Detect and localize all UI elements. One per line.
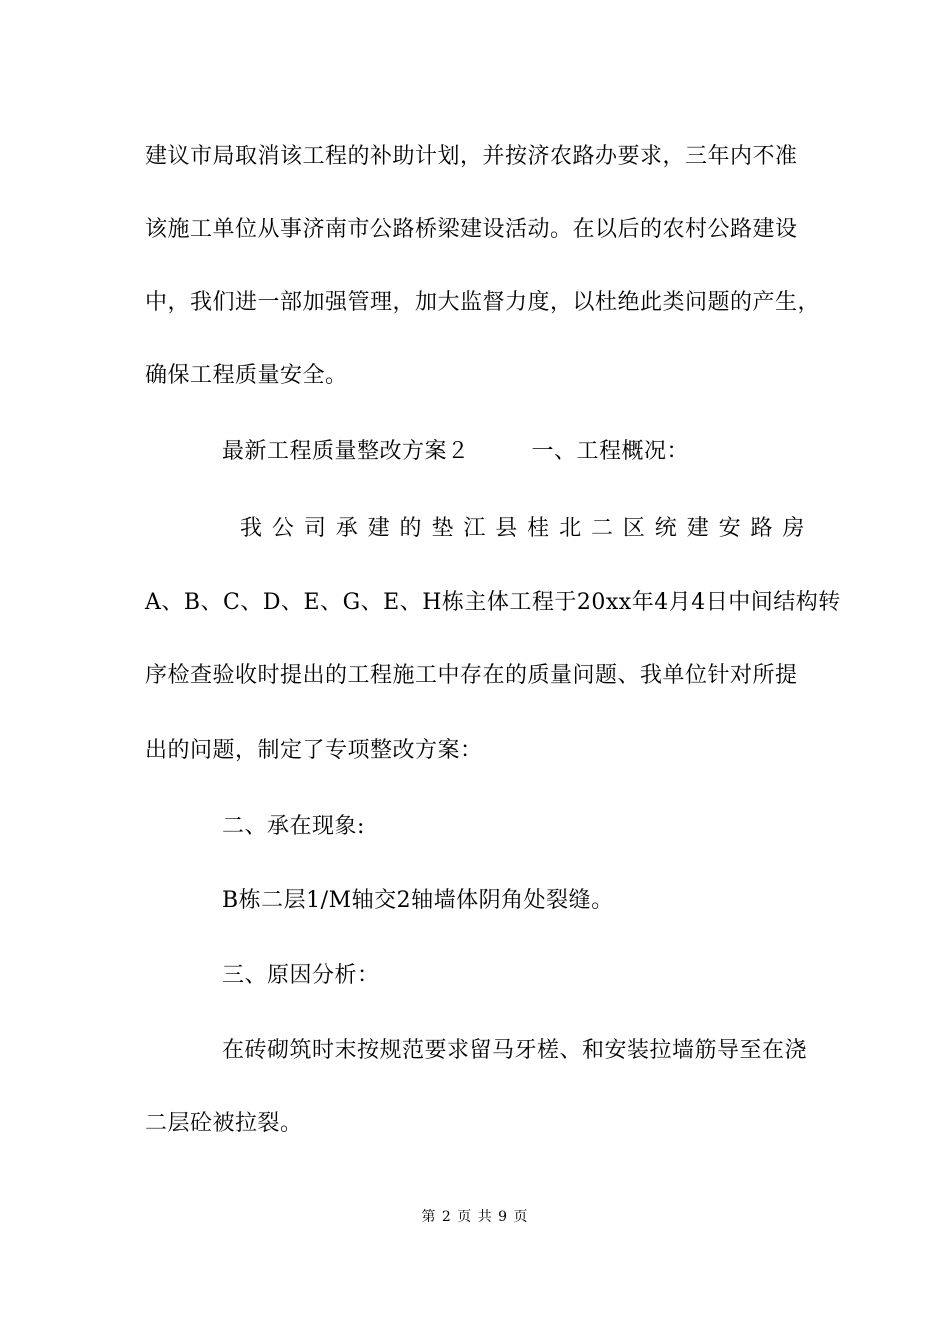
- section-heading: 三、原因分析：: [222, 963, 380, 988]
- overview-char: 公: [271, 516, 295, 541]
- overview-char: 北: [559, 516, 582, 541]
- overview-char: 安: [718, 516, 742, 541]
- overview-char: 县: [495, 516, 518, 541]
- overview-first-line: [240, 514, 805, 544]
- overview-char: 承: [335, 516, 359, 541]
- overview-heading: 一、工程概况：: [531, 439, 690, 464]
- overview-char: 江: [463, 516, 486, 541]
- overview-char: 我: [240, 516, 263, 541]
- overview-char: 建: [686, 516, 710, 541]
- overview-char: 统: [654, 516, 678, 541]
- paragraph-line: 二层砼被拉裂。: [145, 1111, 303, 1136]
- overview-char: 房: [782, 516, 805, 541]
- overview-char: 的: [399, 516, 423, 541]
- paragraph-line: 中，我们进一部加强管理，加大监督力度，以杜绝此类问题的产生，: [145, 290, 821, 315]
- paragraph-line: 在砖砌筑时末按规范要求留马牙槎、和安装拉墙筋导至在浇: [222, 1038, 808, 1063]
- overview-char: 二: [590, 516, 614, 541]
- overview-char: 司: [303, 516, 327, 541]
- section-heading: 二、承在现象:: [222, 814, 365, 839]
- paragraph-line: 确保工程质量安全。: [145, 363, 348, 388]
- overview-char: 区: [622, 516, 646, 541]
- overview-char: 垫: [431, 516, 454, 541]
- section-heading: [222, 437, 902, 467]
- paragraph-line: 出的问题，制定了专项整改方案：: [145, 738, 483, 763]
- overview-char: 桂: [527, 516, 550, 541]
- paragraph-line: 序检查验收时提出的工程施工中存在的质量问题、我单位针对所提: [145, 663, 798, 688]
- page-footer: 第 2 页 共 9 页: [421, 1209, 529, 1225]
- overview-char: 建: [367, 516, 391, 541]
- overview-char: 路: [750, 516, 774, 541]
- document-title: 最新工程质量整改方案２: [222, 439, 470, 464]
- paragraph-line: B栋二层1/M轴交2轴墙体阴角处裂缝。: [222, 888, 614, 913]
- paragraph-line: 建议市局取消该工程的补助计划，并按济农路办要求，三年内不准: [145, 144, 798, 169]
- paragraph-line: A、B、C、D、E、G、E、H栋主体工程于20xx年4月4日中间结构转: [145, 590, 841, 615]
- paragraph-line: 该施工单位从事济南市公路桥梁建设活动。在以后的农村公路建设: [145, 217, 798, 242]
